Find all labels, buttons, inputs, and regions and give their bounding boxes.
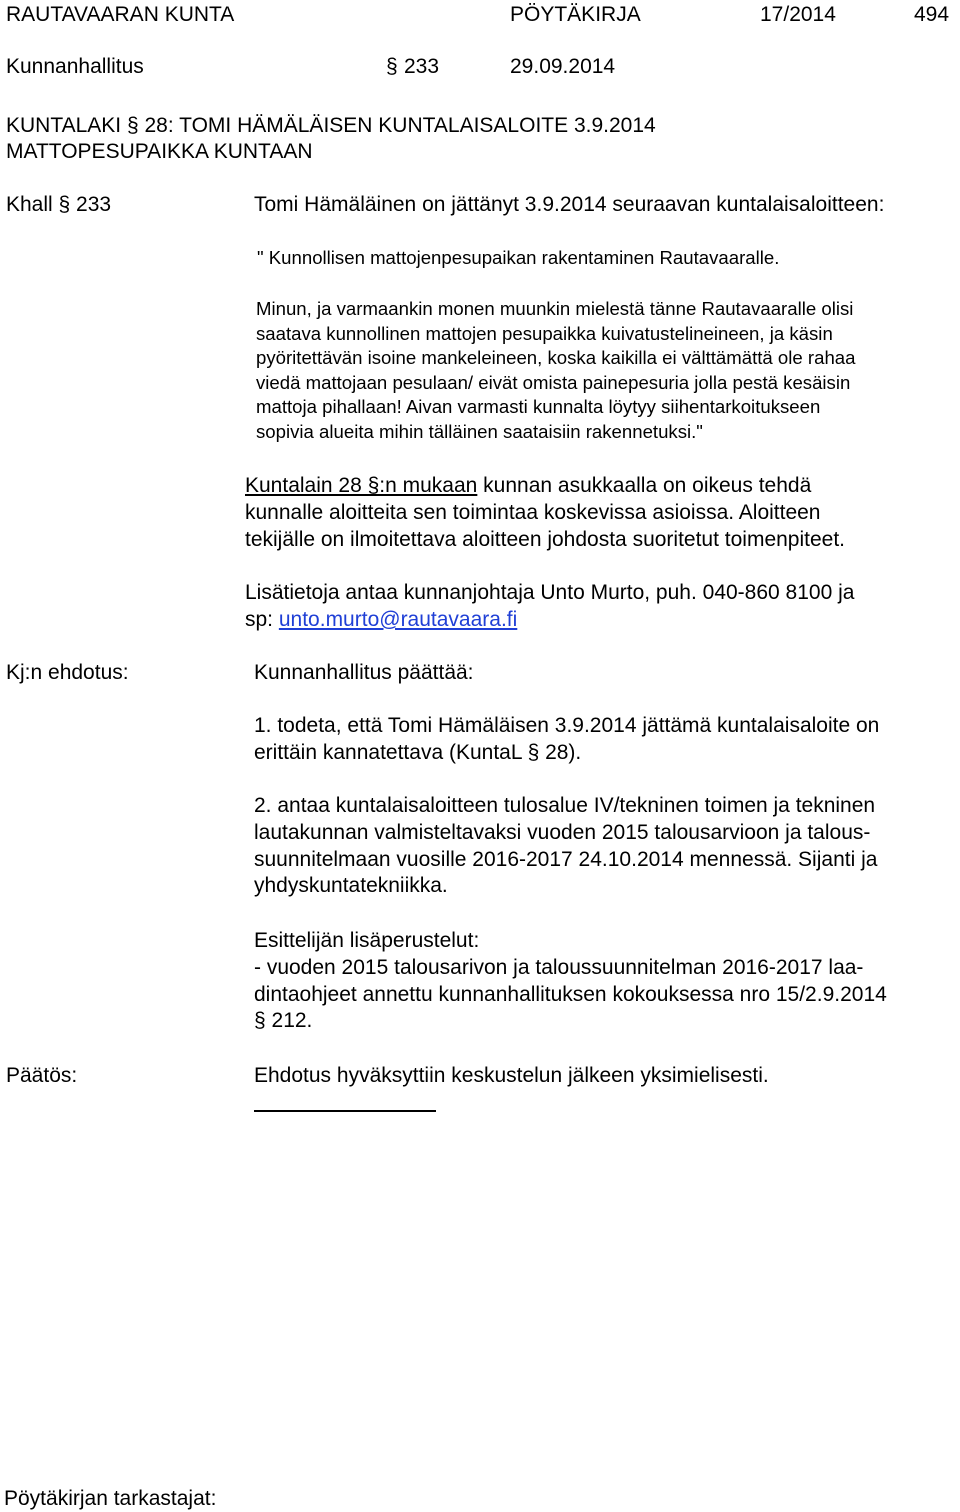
- item-title-line-1: KUNTALAKI § 28: TOMI HÄMÄLÄISEN KUNTALAISALOITE 3.9.2014: [6, 114, 656, 137]
- law-paragraph: [245, 473, 845, 553]
- proposal-item-1: [254, 713, 879, 767]
- proposal-item-line: lautakunnan valmisteltavaksi vuoden 2015 talousarvioon ja talous-: [254, 820, 871, 844]
- email-link[interactable]: unto.murto@rautavaara.fi: [278, 607, 518, 631]
- initiative-title: " Kunnollisen mattojenpesupaikan rakentaminen Rautavaaralle.: [257, 247, 780, 268]
- minutes-checkers-label: Pöytäkirjan tarkastajat:: [4, 1487, 217, 1510]
- presenter-heading: Esittelijän lisäperustelut:: [254, 929, 480, 952]
- decision-label: Päätös:: [6, 1064, 78, 1087]
- document-type: PÖYTÄKIRJA: [510, 3, 641, 26]
- quote-line: Minun, ja varmaankin monen muunkin mielestä tänne Rautavaaralle olisi: [256, 298, 854, 319]
- proposal-item-line: 2. antaa kuntalaisaloitteen tulosalue IV/tekninen toimen ja tekninen: [254, 794, 876, 817]
- proposal-item-2: [254, 793, 877, 900]
- decision-text: Ehdotus hyväksyttiin keskustelun jälkeen yksimielisesti.: [254, 1064, 769, 1087]
- document-number: 17/2014: [760, 3, 836, 26]
- law-text: kunnalle aloitteita sen toimintaa koskevissa asioissa. Aloitteen: [245, 500, 821, 524]
- presenter-line: § 212.: [254, 1009, 313, 1033]
- email-prefix: sp:: [245, 607, 279, 631]
- proposal-item-line: erittäin kannatettava (KuntaL § 28).: [254, 740, 582, 764]
- presenter-line: - vuoden 2015 talousarivon ja taloussuunnitelman 2016-2017 laa-: [254, 955, 864, 979]
- contact-line: Lisätietoja antaa kunnanjohtaja Unto Murto, puh. 040-860 8100 ja: [245, 581, 855, 604]
- quote-line: saatava kunnollinen mattojen pesupaikka kuivatustelineineen, ja käsin: [256, 322, 833, 344]
- proposal-item-line: suunnitelmaan vuosille 2016-2017 24.10.2014 mennessä. Sijanti ja: [254, 847, 878, 871]
- contact-info: [245, 580, 854, 634]
- decision-divider: [254, 1110, 436, 1112]
- proposal-item-line: 1. todeta, että Tomi Hämäläisen 3.9.2014 jättämä kuntalaisaloite on: [254, 714, 880, 737]
- law-text: tekijälle on ilmoitettava aloitteen johdosta suoritetut toimenpiteet.: [245, 527, 846, 551]
- page-number: 494: [914, 3, 950, 26]
- quote-line: sopivia alueita mihin tälläinen saataisiin rakennetuksi.": [256, 420, 703, 442]
- quote-line: pyöritettävän isoine mankeleineen, koska kaikilla ei välttämättä ole rahaa: [256, 347, 856, 368]
- law-text: kunnan asukkaalla on oikeus tehdä: [477, 474, 812, 497]
- section-sign: §: [386, 55, 398, 78]
- quote-line: mattoja pihallaan! Aivan varmasti kunnalta löytyy siihentarkoitukseen: [256, 396, 821, 417]
- proposal-item-line: yhdyskuntatekniikka.: [254, 874, 448, 898]
- meeting-body: Kunnanhallitus: [6, 55, 144, 78]
- khall-label: Khall § 233: [6, 193, 112, 216]
- presenter-line: dintaohjeet annettu kunnanhallituksen kokouksessa nro 15/2.9.2014: [254, 982, 887, 1006]
- law-reference-link[interactable]: Kuntalain 28 §:n mukaan: [245, 474, 478, 497]
- municipality-name: RAUTAVAARAN KUNTA: [6, 3, 235, 26]
- proposal-heading: Kunnanhallitus päättää:: [254, 661, 474, 684]
- proposal-label: Kj:n ehdotus:: [6, 661, 129, 684]
- initiative-quote: [256, 297, 855, 444]
- section-number: 233: [404, 55, 440, 78]
- meeting-date: 29.09.2014: [510, 55, 616, 78]
- khall-intro: Tomi Hämäläinen on jättänyt 3.9.2014 seuraavan kuntalaisaloitteen:: [254, 193, 885, 216]
- quote-line: viedä mattojaan pesulaan/ eivät omista painepesuria jolla pestä kesäisin: [256, 371, 851, 393]
- item-title-line-2: MATTOPESUPAIKKA KUNTAAN: [6, 140, 313, 163]
- presenter-notes: [254, 928, 887, 1035]
